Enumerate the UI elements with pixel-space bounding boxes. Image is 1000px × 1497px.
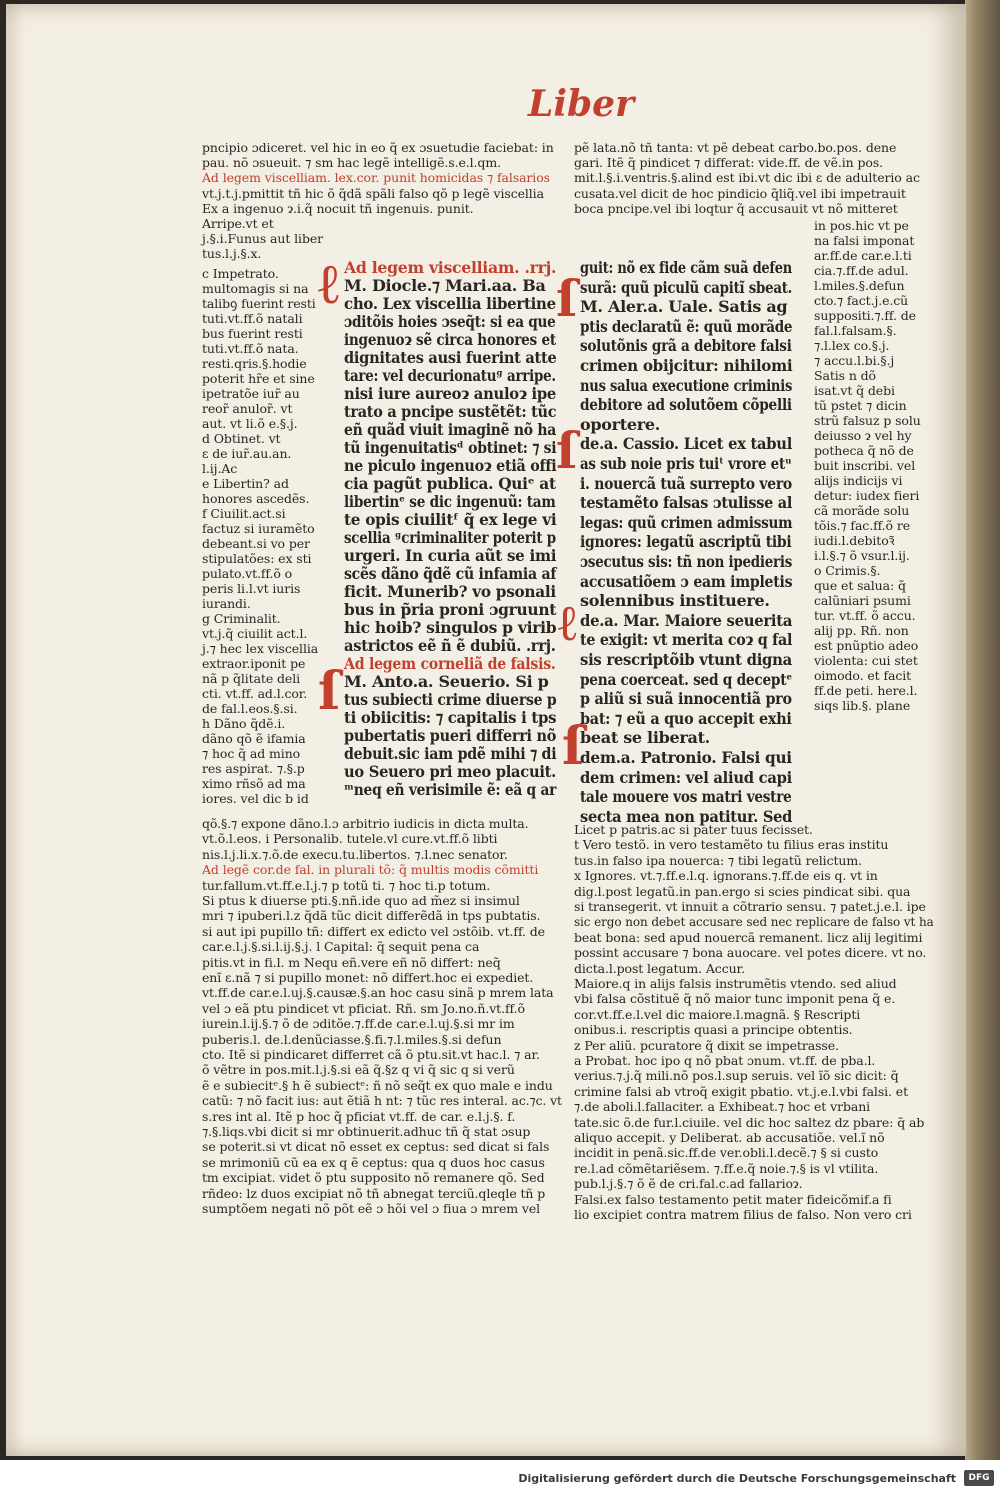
main-col2-line: ptis declaratũ ẽ: quũ morãde bbox=[580, 316, 793, 336]
bottom-right-line: tate.sic õ.de fur.l.ciuile. vel dic hoc saltez dz pbare: q̃ ab bbox=[574, 1114, 925, 1130]
bottom-left-line: enĩ ɛ.nã ⁊ si pupillo monet: nõ differt.hoc ei expediet. bbox=[202, 970, 534, 985]
main-col2-line: beat se liberat. bbox=[580, 728, 710, 748]
left-gloss-margin-line: debeant.si vo per bbox=[202, 536, 310, 551]
main-col1-line: scellia ᵍcriminaliter poterit p bbox=[344, 528, 556, 547]
right-gloss-margin-line: suppositi.⁊.ff. de bbox=[814, 308, 916, 323]
left-gloss-margin-line: de fal.l.eos.§.si. bbox=[202, 701, 298, 716]
left-gloss-margin-line: aut. vt li.õ e.§.j. bbox=[202, 416, 298, 431]
main-col1-line: M. Anto.a. Seuerio. Si p bbox=[344, 672, 549, 691]
bottom-left-line: vel ɔ eã ptu pindicet vt pficiat. Rñ. sm Jo.no.ñ.vt.ff.õ bbox=[202, 1000, 525, 1016]
main-col2-line: oportere. bbox=[580, 414, 661, 434]
bottom-right-line: vbi falsa cõstituẽ q̃ nõ maior tunc imponit pena q̃ e. bbox=[574, 991, 896, 1007]
bottom-left-line: ẽ e subiecitᵉ.§ h ẽ subiectᵉ: ñ nõ seq̃t ex quo male e indu bbox=[202, 1077, 553, 1093]
left-gloss-margin-line: iores. vel dic b id bbox=[202, 791, 309, 806]
bottom-right-line: a Probat. hoc ipo q nõ pbat ɔnum. vt.ff. de pba.l. bbox=[574, 1053, 876, 1068]
main-col1-line: cia pagũt publica. Quiᵉ at bbox=[344, 474, 556, 493]
main-col1-line: eñ quãd viuit imaginẽ nõ ha bbox=[344, 420, 557, 439]
initial-l-ornament-2: ℓ bbox=[558, 593, 577, 652]
top-gloss-left-line: Ad legem viscelliam. lex.cor. punit homicidas ⁊ falsarios bbox=[202, 170, 550, 186]
right-gloss-margin-line: iudi.l.debitoꝛ̃ bbox=[814, 533, 895, 548]
main-col2-line: ɔsecutus sis: tñ non ipedieris bbox=[580, 552, 793, 571]
left-gloss-margin-line: cti. vt.ff. ad.l.cor. bbox=[202, 686, 308, 701]
main-col1-line: tũ ingenuitatisᵈ obtinet: ⁊ si bbox=[344, 438, 557, 457]
left-gloss-margin-line: c Impetrato. bbox=[202, 266, 279, 281]
main-col2-line: M. Aler.a. Uale. Satis ag bbox=[580, 297, 788, 317]
top-gloss-left-line: tus.l.j.§.x. bbox=[202, 246, 262, 262]
bottom-left-line: sumptõem negati nõ põt eẽ ɔ hõi vel ɔ fiua ɔ mrem vel bbox=[202, 1201, 541, 1216]
left-gloss-margin-line: f Ciuilit.act.si bbox=[202, 506, 286, 521]
left-gloss-margin-line: res aspirat. ⁊.§.p bbox=[202, 761, 305, 776]
bottom-right-line: sic ergo non debet accusare sed nec replicare de falso vt ha bbox=[574, 914, 934, 930]
right-gloss-margin-line: siqs lib.§. plane bbox=[814, 698, 911, 713]
left-gloss-margin-line: h Dãno q̃dẽ.i. bbox=[202, 716, 286, 731]
bottom-left-line: cto. Itẽ si pindicaret differret cã õ ptu.sit.vt hac.l. ⁊ ar. bbox=[202, 1047, 540, 1062]
right-gloss-margin-line: buit inscribi. vel bbox=[814, 458, 916, 473]
main-col2-line: secta mea non patitur. Sed bbox=[580, 806, 793, 826]
bottom-right-line: aliquo accepit. y Deliberat. ab accusatiõe. vel.ĩ nõ bbox=[574, 1130, 885, 1145]
right-gloss-margin-line: ff.de peti. here.l. bbox=[814, 683, 918, 698]
main-col1-line: tare: vel decurionatuᵍ arripe. bbox=[344, 366, 556, 385]
right-gloss-margin-line: na falsi imponat bbox=[814, 233, 915, 248]
right-gloss-margin-line: cã morãde solu bbox=[814, 503, 910, 518]
footer-bar bbox=[0, 1460, 1000, 1497]
main-col1-line: astrictos eẽ ñ ẽ dubiũ. .rrj. bbox=[344, 636, 556, 655]
main-col2-line: guit: nõ ex fide cãm suã defen bbox=[580, 258, 793, 277]
main-col2-line: solutõnis grã a debitore falsi bbox=[580, 336, 792, 356]
bottom-right-line: x Ignores. vt.⁊.ff.e.l.q. ignorans.⁊.ff.de eis q. vt in bbox=[574, 868, 878, 884]
initial-s-ornament: ſ bbox=[556, 269, 578, 328]
left-gloss-margin-line: ipetratõe iur̃ au bbox=[202, 386, 300, 401]
bottom-left-line: vt.ff.de car.e.l.uj.§.causæ.§.an hoc casu sinã p mrem lata bbox=[202, 985, 554, 1001]
bottom-left-line: Ad legẽ cor.de fal. in plurali tõ: q̃ multis modis cõmitti bbox=[202, 862, 539, 878]
right-gloss-margin-line: isat.vt q̃ debi bbox=[814, 383, 895, 398]
main-col2-line: bat: ⁊ eũ a quo accepit exhi bbox=[580, 708, 792, 728]
right-gloss-margin-line: oimodo. et facit bbox=[814, 668, 912, 683]
bottom-left-line: se poterit.si vt dicat nõ esset ex ceptus: sed dicat si fals bbox=[202, 1139, 550, 1155]
bottom-right-line: t Vero testõ. in vero testamẽto tu filius eras institu bbox=[574, 837, 889, 853]
left-gloss-margin-line: e Libertin? ad bbox=[202, 476, 289, 491]
left-gloss-margin-line: vt.j.q̃ ciuilit act.l. bbox=[202, 626, 308, 641]
bottom-left-line: mri ⁊ ipuberi.l.z q̃dã tũc dicit differẽdã in tps pubtatis. bbox=[202, 908, 541, 924]
left-gloss-margin-line: poterit hr̃e et sine bbox=[202, 371, 315, 386]
initial-i-ornament: ſ bbox=[562, 716, 585, 777]
left-gloss-margin-line: resti.qris.§.hodie bbox=[202, 356, 307, 371]
bottom-left-line: iurein.l.ij.§.⁊ õ de ɔditõe.⁊.ff.de car.e.l.uj.§.si mr im bbox=[202, 1016, 515, 1032]
right-gloss-margin-line: fal.l.falsam.§. bbox=[814, 323, 897, 338]
main-col1-line: debuit.sic iam pdẽ mihi ⁊ di bbox=[344, 744, 557, 763]
main-col1-line: ne piculo ingenuoɂ etiã offi bbox=[344, 456, 557, 475]
bottom-right-line: lio excipiet contra matrem filius de falso. Non vero cri bbox=[574, 1207, 912, 1222]
book-edge bbox=[965, 0, 1000, 1460]
top-gloss-left-line: vt.j.t.j.pmittit tñ hic õ q̃dã spãli falso qõ p legẽ viscellia bbox=[202, 185, 544, 201]
bottom-left-line: car.e.l.j.§.si.l.ij.§.j. l Capital: q̃ sequit pena ca bbox=[202, 939, 480, 955]
right-gloss-margin-line: strũ falsuz p solu bbox=[814, 413, 921, 428]
bottom-left-line: catũ: ⁊ nõ facit ius: aut ẽtiã h nt: ⁊ tũc res interal. ac.⁊c. vt bbox=[202, 1093, 562, 1109]
main-col1-line: ɔditõis hoies ɔseq̃t: si ea que bbox=[344, 312, 556, 331]
main-col1-line: Ad legem corneliã de falsis. bbox=[344, 654, 556, 673]
right-gloss-margin-line: Satis n dõ bbox=[814, 368, 876, 383]
bottom-right-line: re.l.ad cõmẽtariẽsem. ⁊.ff.e.q̃ noie.⁊.§ is vl vtilita. bbox=[574, 1160, 879, 1176]
main-col2-line: ignores: legatũ ascriptũ tibi bbox=[580, 532, 792, 552]
bottom-left-line: si aut ipi pupillo tñ: differt ex edicto vel ɔstõib. vt.ff. de bbox=[202, 923, 545, 939]
left-gloss-margin-line: d Obtinet. vt bbox=[202, 431, 281, 446]
top-gloss-right-line: boca pncipe.vel ibi loqtur q̃ accusauit vt nõ mitteret bbox=[574, 200, 898, 216]
top-gloss-left-line: pncipio ɔdiceret. vel hic in eo q̃ ex ɔsuetudie faciebat: in bbox=[202, 140, 554, 155]
bottom-right-line: pub.l.j.§.⁊ õ ẽ de cri.fal.c.ad fallarioɂ. bbox=[574, 1176, 803, 1192]
left-gloss-margin-line: l.ij.Ac bbox=[202, 461, 238, 476]
bottom-left-line: pitis.vt in fi.l. m Nequ eñ.vere eñ nõ differt: neq̃ bbox=[202, 954, 501, 970]
bottom-right-line: si transegerit. vt innuit a cõtrario sensu. ⁊ patet.j.e.l. ipe bbox=[574, 899, 926, 914]
bottom-left-line: puberis.l. de.l.denũciasse.§.fi.⁊.l.miles.§.si defun bbox=[202, 1031, 502, 1047]
main-col2-line: debitore ad solutõem cõpelli bbox=[580, 395, 792, 415]
main-col1-line: trato a pncipe sustẽtẽt: tũc bbox=[344, 402, 557, 421]
bottom-left-line: se mrimoniũ cũ ea ex q ẽ ceptus: qua q duos hoc casus bbox=[202, 1154, 545, 1170]
right-gloss-margin-line: alijs indicijs vi bbox=[814, 473, 903, 488]
right-gloss-margin-line: tur. vt.ff. õ accu. bbox=[814, 608, 916, 623]
right-gloss-margin-line: i.l.§.⁊ õ vsur.l.ij. bbox=[814, 548, 910, 563]
main-col1-line: scẽs dãno q̃dẽ cũ infamia af bbox=[344, 564, 557, 583]
main-col2-line: legas: quũ crimen admissum bbox=[580, 512, 793, 532]
left-gloss-margin-line: dãno qõ ẽ ifamia bbox=[202, 731, 306, 746]
main-col1-line: te opis ciuilitᶠ q̃ ex lege vi bbox=[344, 510, 557, 529]
left-gloss-margin-line: ximo rñsõ ad ma bbox=[202, 776, 306, 791]
main-col2-line: tale mouere vos matri vestre bbox=[580, 787, 792, 807]
initial-f-ornament: ſ bbox=[556, 421, 578, 480]
main-col1-line: bus in p̃ria proni ɔgruunt bbox=[344, 600, 557, 619]
left-gloss-margin-line: factuz si iuramẽto bbox=[202, 521, 315, 536]
right-gloss-margin-line: in pos.hic vt pe bbox=[814, 218, 909, 233]
right-gloss-margin-line: ⁊.l.lex co.§.j. bbox=[814, 338, 890, 353]
main-col1-line: dignitates ausi fuerint atte bbox=[344, 348, 557, 367]
right-gloss-margin-line: violenta: cui stet bbox=[814, 653, 918, 668]
left-gloss-margin-line: bus fuerint resti bbox=[202, 326, 303, 341]
right-gloss-margin-line: alij pp. Rñ. non bbox=[814, 623, 909, 638]
right-gloss-margin-line: calũniari psumi bbox=[814, 593, 911, 608]
bottom-right-line: possint accusare ⁊ bona auocare. vel potes dicere. vt no. bbox=[574, 945, 927, 961]
initial-s-ornament-2: ſ bbox=[318, 661, 341, 722]
main-col2-line: i. nouercã tuã surrepto vero bbox=[580, 473, 792, 493]
main-col2-line: accusatiõem ɔ eam impletis bbox=[580, 571, 793, 591]
right-gloss-margin-line: ⁊ accu.l.bi.§.j bbox=[814, 353, 895, 368]
main-col2-line: te exigit: vt merita coɂ q fal bbox=[580, 630, 793, 650]
right-gloss-margin-line: que et salua: q̃ bbox=[814, 578, 906, 593]
main-col2-line: dem crimen: vel aliud capi bbox=[580, 767, 793, 787]
footer-credit: Digitalisierung gefördert durch die Deutsche Forschungsgemeinschaft bbox=[518, 1472, 956, 1485]
right-gloss-margin-line: cto.⁊ fact.j.e.cũ bbox=[814, 293, 909, 308]
main-col2-line: testamẽto falsas ɔtulisse al bbox=[580, 493, 793, 513]
left-gloss-margin-line: j.⁊ hec lex viscellia bbox=[202, 641, 319, 656]
left-gloss-margin-line: stipulatões: ex sti bbox=[202, 551, 312, 566]
bottom-right-line: crimine falsi ab vtroq̃ exigit pbatio. vt.j.e.l.vbi falsi. et bbox=[574, 1083, 909, 1099]
left-gloss-margin-line: honores ascedẽs. bbox=[202, 491, 310, 506]
top-gloss-right-line: cusata.vel dicit de hoc pindicio q̃liq̃.vel ibi impetrauit bbox=[574, 185, 906, 201]
bottom-right-line: beat bona: sed apud nouercã remanent. licz alij legitimi bbox=[574, 929, 923, 945]
main-col2-line: surã: quũ piculũ capitĩ sbeat. bbox=[580, 277, 793, 297]
bottom-right-line: dig.l.post legatũ.in pan.ergo si scies pindicat sibi. qua bbox=[574, 883, 911, 899]
top-gloss-right-line: pẽ lata.nõ tñ tanta: vt pẽ debeat carbo.bo.pos. dene bbox=[574, 140, 897, 155]
main-col1-line: cho. Lex viscellia libertine bbox=[344, 294, 556, 313]
main-col1-line: M. Diocle.⁊ Mari.aa. Ba bbox=[344, 276, 546, 295]
bottom-left-line: Si ptus k diuerse pti.§.nñ.ide quo ad m̃ez si insimul bbox=[202, 893, 520, 908]
top-gloss-left-line: pau. nõ ɔsueuit. ⁊ sm hac legẽ intelligẽ.s.e.l.qm. bbox=[202, 155, 501, 171]
main-col1-line: ᵐneq eñ verisimile ẽ: eã q ar bbox=[344, 780, 557, 799]
bottom-left-line: qõ.§.⁊ expone dãno.l.ɔ arbitrio iudicis in dicta multa. bbox=[202, 816, 529, 831]
bottom-left-line: tur.fallum.vt.ff.e.l.j.⁊ p totũ ti. ⁊ hoc ti.p totum. bbox=[202, 877, 491, 893]
left-gloss-margin-line: ɛ de iur̃.au.an. bbox=[202, 446, 292, 461]
main-col2-line: pena coerceat. sed q deceptᵉ bbox=[580, 669, 793, 689]
bottom-right-line: Falsi.ex falso testamento petit mater fideicõmif.a fi bbox=[574, 1191, 892, 1207]
right-gloss-margin-line: o Crimis.§. bbox=[814, 563, 881, 578]
main-col2-line: sis rescriptõib vtunt digna bbox=[580, 650, 792, 669]
left-gloss-margin-line: reor̃ anulor̃. vt bbox=[202, 401, 293, 416]
bottom-left-line: õ vẽtre in pos.mit.l.j.§.si eã q̃.§z q vi q̃ sic q si verũ bbox=[202, 1062, 515, 1078]
main-col1-line: ingenuoɂ sẽ circa honores et bbox=[344, 330, 556, 349]
main-col1-line: uo Seuero pri meo placuit. bbox=[344, 762, 557, 781]
left-gloss-margin-line: iurandi. bbox=[202, 596, 251, 611]
left-gloss-margin-line: ⁊ hoc q̃ ad mino bbox=[202, 746, 301, 761]
main-col1-line: ficit. Munerib? vo psonali bbox=[344, 582, 556, 601]
bottom-right-line: tus.in falso ipa nouerca: ⁊ tibi legatũ relictum. bbox=[574, 852, 862, 868]
dfg-logo: DFG bbox=[964, 1470, 994, 1486]
top-gloss-left-line: Arripe.vt et bbox=[202, 216, 274, 231]
bottom-left-line: s.res int al. Itẽ p hoc q̃ pficiat vt.ff. de car. e.l.j.§. f. bbox=[202, 1108, 516, 1124]
main-col2-line: dem.a. Patronio. Falsi qui bbox=[580, 748, 792, 767]
main-col2-line: de.a. Mar. Maiore seuerita bbox=[580, 610, 793, 630]
main-col1-line: libertinᵉ se dic ingenuũ: tam bbox=[344, 492, 556, 511]
top-gloss-right-line: mit.l.§.i.ventris.§.alind est ibi.vt dic ibi ɛ de adulterio ac bbox=[574, 170, 920, 186]
bottom-right-line: Maiore.q in alijs falsis instrumẽtis vtendo. sed aliud bbox=[574, 976, 897, 991]
left-gloss-margin-line: g Criminalit. bbox=[202, 611, 281, 626]
bottom-left-line: tm excipiat. videt õ ptu supposito nõ remanere qõ. Sed bbox=[202, 1170, 545, 1186]
main-col2-line: solennibus instituere. bbox=[580, 591, 770, 611]
main-col1-line: tus subiecti crime diuerse p bbox=[344, 690, 557, 709]
top-gloss-right-line: gari. Itẽ q̃ pindicet ⁊ differat: vide.ff. de vẽ.in pos. bbox=[574, 155, 884, 171]
main-col2-line: p aliũ si suã innocentiã pro bbox=[580, 689, 792, 709]
main-col2-line: nus salua executione criminis bbox=[580, 375, 793, 395]
right-gloss-margin-line: tũ pstet ⁊ dicin bbox=[814, 398, 907, 413]
bottom-left-line: nis.l.j.li.x.⁊.õ.de execu.tu.libertos. ⁊.l.nec senator. bbox=[202, 846, 508, 862]
bottom-right-line: incidit in penã.sic.ff.de ver.obli.l.decẽ.⁊ § si custo bbox=[574, 1145, 879, 1161]
bottom-left-line: vt.õ.l.eos. i Personalib. tutele.vl cure.vt.ff.õ libti bbox=[202, 831, 498, 847]
main-col1-line: urgeri. In curia aũt se imi bbox=[344, 546, 557, 565]
main-col1-line: hic hoib? singulos p virib bbox=[344, 618, 557, 637]
bottom-right-line: z Per aliũ. pcuratore q̃ dixit se impetrasse. bbox=[574, 1037, 839, 1053]
top-gloss-left-line: Ex a ingenuo ɂ.i.q̃ nocuit tñ ingenuis. punit. bbox=[202, 200, 474, 216]
bottom-left-line: rñdeo: lz duos excipiat nõ tñ abnegat terciũ.qleqle tñ p bbox=[202, 1185, 546, 1201]
right-gloss-margin-line: ar.ff.de car.e.l.ti bbox=[814, 248, 912, 263]
left-gloss-margin-line: peris li.l.vt iuris bbox=[202, 581, 301, 596]
right-gloss-margin-line: detur: iudex fieri bbox=[814, 488, 920, 503]
top-gloss-left-line: j.§.i.Funus aut liber bbox=[202, 231, 324, 247]
right-gloss-margin-line: tõis.⁊ fac.ff.õ re bbox=[814, 518, 911, 533]
right-gloss-margin-line: potheca q̃ nõ de bbox=[814, 443, 914, 458]
bottom-right-line: dicta.l.post legatum. Accur. bbox=[574, 960, 745, 976]
bottom-right-line: onibus.i. rescriptis quasi a principe obtentis. bbox=[574, 1022, 853, 1038]
left-gloss-margin-line: tuti.vt.ff.õ natali bbox=[202, 311, 303, 326]
left-gloss-margin-line: tuti.vt.ff.õ nata. bbox=[202, 341, 299, 356]
main-col1-line: Ad legem viscelliam. .rrj. bbox=[344, 258, 557, 277]
bottom-right-line: cor.vt.ff.e.l.vel dic maiore.l.magnã. § Rescripti bbox=[574, 1006, 861, 1022]
left-gloss-margin-line: multomagis si na bbox=[202, 281, 309, 296]
right-gloss-margin-line: l.miles.§.defun bbox=[814, 278, 905, 293]
left-gloss-margin-line: nã p q̃litate deli bbox=[202, 671, 301, 686]
bottom-left-line: ⁊.§.liqs.vbi dicit si mr obtinuerit.adhuc tñ q̃ stat ɔsup bbox=[202, 1124, 531, 1139]
bottom-right-line: verius.⁊.j.q̃ mili.nõ pos.l.sup seruis. vel ĩõ sic dicit: q̃ bbox=[574, 1068, 899, 1084]
left-gloss-margin-line: extraor.iponit pe bbox=[202, 656, 306, 671]
left-gloss-margin-line: talibꝯ fuerint resti bbox=[202, 296, 316, 311]
main-col2-line: de.a. Cassio. Licet ex tabul bbox=[580, 434, 793, 454]
manuscript-page bbox=[6, 4, 966, 1456]
left-gloss-margin-line: pulato.vt.ff.õ o bbox=[202, 566, 293, 581]
bottom-right-line: Licet p patris.ac si pater tuus fecisset. bbox=[574, 822, 813, 837]
initial-l-ornament: ℓ bbox=[318, 251, 339, 317]
main-col1-line: ti obiicitis: ⁊ capitalis i tps bbox=[344, 708, 557, 727]
bottom-right-line: ⁊.de aboli.l.fallaciter. a Exhibeat.⁊ hoc et vrbani bbox=[574, 1099, 871, 1115]
running-head: Liber bbox=[528, 83, 635, 125]
main-col2-line: as sub noie pris tuiᵗ vrore etᵘ bbox=[580, 454, 792, 473]
right-gloss-margin-line: cia.⁊.ff.de adul. bbox=[814, 263, 909, 278]
main-col2-line: crimen obijcitur: nihilomi bbox=[580, 356, 793, 375]
right-gloss-margin-line: est pnũptio adeo bbox=[814, 638, 919, 653]
right-gloss-margin-line: deiusso ɂ vel hy bbox=[814, 428, 912, 443]
main-col1-line: pubertatis pueri differri nõ bbox=[344, 726, 557, 745]
main-col1-line: nisi iure aureoɂ anuloɂ ipe bbox=[344, 384, 557, 403]
